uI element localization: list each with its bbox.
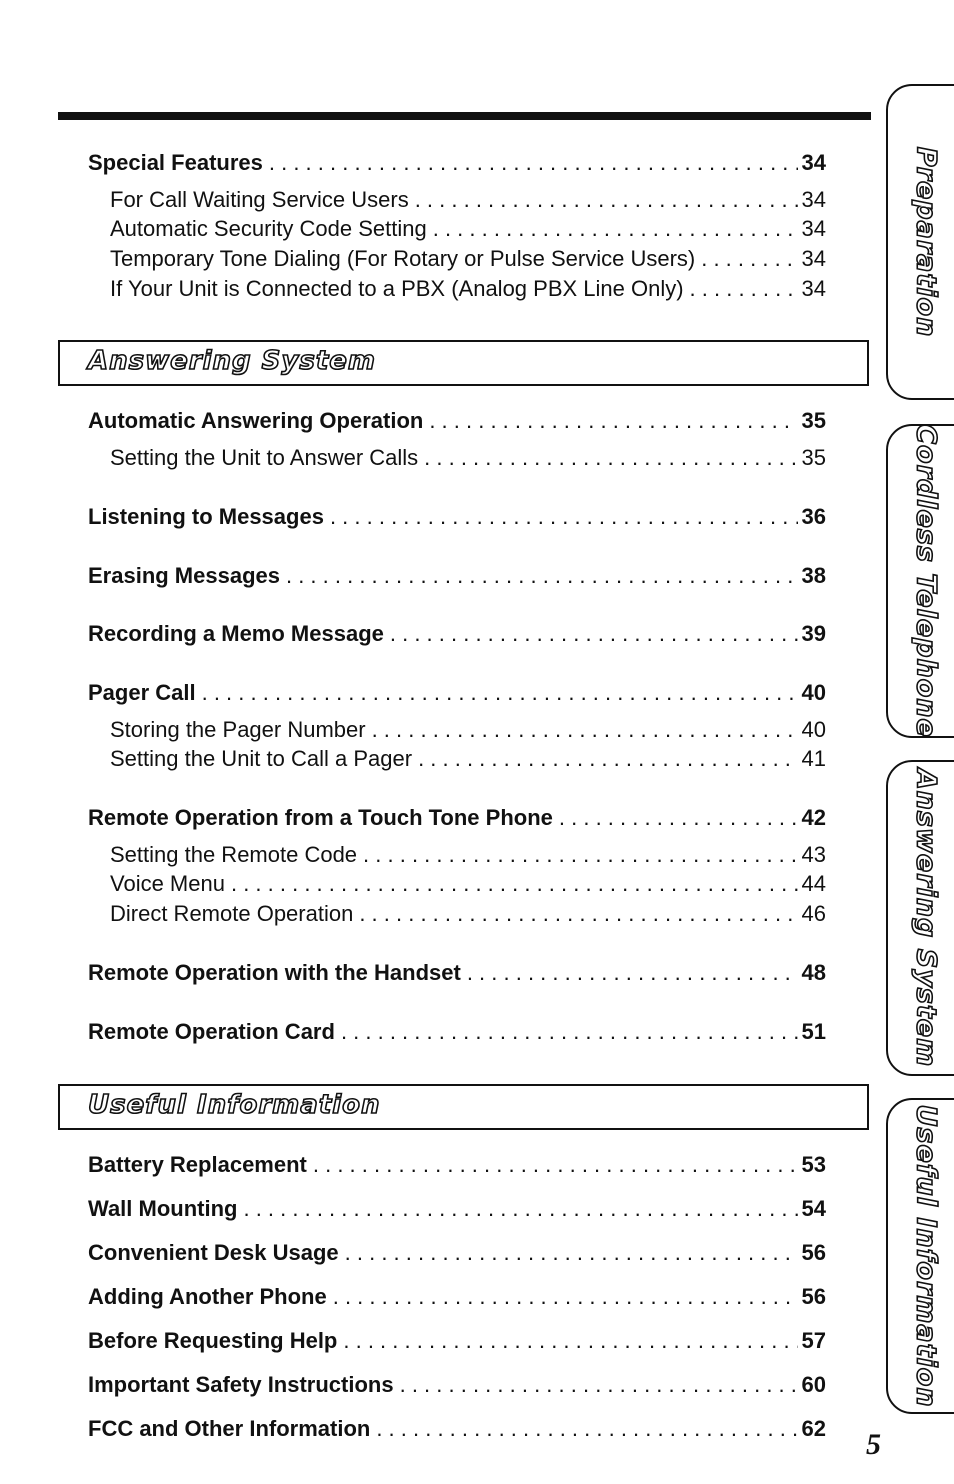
section-header-answering-system xyxy=(58,340,869,386)
toc-entry-page: 40 xyxy=(801,680,826,705)
dot-leader xyxy=(359,901,797,927)
dot-leader xyxy=(286,563,798,589)
toc-entry-title: Setting the Remote Code xyxy=(110,842,358,867)
toc-entry-page: 44 xyxy=(801,871,826,896)
toc-entry-title: Erasing Messages xyxy=(88,563,280,588)
toc-entry-page: 56 xyxy=(801,1284,826,1309)
side-tab-label: Useful Information xyxy=(910,1104,942,1408)
dot-leader xyxy=(433,216,798,242)
dot-leader xyxy=(243,1196,797,1222)
dot-leader xyxy=(390,621,798,647)
toc-entry-page: 54 xyxy=(801,1196,826,1221)
dot-leader xyxy=(343,1328,797,1354)
toc-entry-page: 35 xyxy=(801,445,826,470)
side-tab-useful-information[interactable] xyxy=(886,1098,954,1414)
toc-entry-call-pager[interactable] xyxy=(110,746,826,776)
toc-entry-page: 35 xyxy=(801,408,826,433)
dot-leader xyxy=(429,408,797,434)
toc-entry-title: Automatic Answering Operation xyxy=(88,408,424,433)
toc-entry-page: 48 xyxy=(801,960,826,985)
toc-entry-answer-calls[interactable] xyxy=(110,445,826,475)
toc-entry-title: Storing the Pager Number xyxy=(110,717,366,742)
toc-entry-remote-card[interactable] xyxy=(88,1019,826,1049)
dot-leader xyxy=(202,680,798,706)
dot-leader xyxy=(418,746,797,772)
dot-leader xyxy=(269,150,798,176)
toc-entry-call-waiting[interactable] xyxy=(110,187,826,217)
toc-entry-page: 42 xyxy=(801,805,826,830)
toc-entry-direct-remote[interactable] xyxy=(110,901,826,931)
toc-entry-safety[interactable] xyxy=(88,1372,826,1402)
toc-entry-another-phone[interactable] xyxy=(88,1284,826,1314)
side-tab-cordless-telephone[interactable] xyxy=(886,424,954,738)
toc-entry-title: Listening to Messages xyxy=(88,504,324,529)
section-header-useful-information xyxy=(58,1084,869,1130)
toc-entry-page: 34 xyxy=(801,216,826,241)
toc-entry-desk-usage[interactable] xyxy=(88,1240,826,1270)
dot-leader xyxy=(341,1019,798,1045)
toc-entry-title: Battery Replacement xyxy=(88,1152,307,1177)
dot-leader xyxy=(400,1372,798,1398)
dot-leader xyxy=(424,445,797,471)
toc-entry-security-code[interactable] xyxy=(110,216,826,246)
toc-entry-remote-touch-tone[interactable] xyxy=(88,805,826,835)
dot-leader xyxy=(559,805,798,831)
dot-leader xyxy=(372,717,798,743)
side-tab-label: Answering System xyxy=(910,768,942,1068)
toc-entry-page: 60 xyxy=(801,1372,826,1397)
toc-entry-page: 53 xyxy=(801,1152,826,1177)
toc-entry-title: Remote Operation with the Handset xyxy=(88,960,461,985)
toc-entry-title: Automatic Security Code Setting xyxy=(110,216,427,241)
toc-entry-title: Temporary Tone Dialing (For Rotary or Pulse Service Users) xyxy=(110,246,696,271)
side-tab-label: Preparation xyxy=(910,146,942,338)
toc-entry-page: 57 xyxy=(801,1328,826,1353)
toc-entry-automatic-answering[interactable] xyxy=(88,408,826,438)
toc-entry-page: 62 xyxy=(801,1416,826,1441)
dot-leader xyxy=(467,960,798,986)
toc-entry-page: 40 xyxy=(801,717,826,742)
toc-entry-title: Pager Call xyxy=(88,680,196,705)
toc-entry-requesting-help[interactable] xyxy=(88,1328,826,1358)
toc-entry-pager-call[interactable] xyxy=(88,680,826,710)
toc-entry-title: Setting the Unit to Answer Calls xyxy=(110,445,419,470)
toc-entry-voice-menu[interactable] xyxy=(110,871,826,901)
toc-entry-fcc[interactable] xyxy=(88,1416,826,1446)
toc-entry-title: Convenient Desk Usage xyxy=(88,1240,339,1265)
toc-entry-page: 34 xyxy=(801,187,826,212)
dot-leader xyxy=(415,187,798,213)
toc-entry-title: For Call Waiting Service Users xyxy=(110,187,409,212)
toc-entry-title: Setting the Unit to Call a Pager xyxy=(110,746,413,771)
toc-entry-erasing[interactable] xyxy=(88,563,826,593)
toc-entry-page: 41 xyxy=(801,746,826,771)
dot-leader xyxy=(690,276,798,302)
dot-leader xyxy=(363,842,797,868)
dot-leader xyxy=(313,1152,798,1178)
toc-entry-title: Recording a Memo Message xyxy=(88,621,384,646)
toc-entry-page: 56 xyxy=(801,1240,826,1265)
toc-entry-page: 34 xyxy=(801,276,826,301)
dot-leader xyxy=(701,246,797,272)
toc-entry-memo[interactable] xyxy=(88,621,826,651)
dot-leader xyxy=(345,1240,798,1266)
top-rule xyxy=(58,112,871,120)
dot-leader xyxy=(333,1284,798,1310)
toc-entry-title: FCC and Other Information xyxy=(88,1416,371,1441)
side-tab-preparation[interactable] xyxy=(886,84,954,400)
toc-entry-page: 46 xyxy=(801,901,826,926)
section-title: Useful Information xyxy=(88,1090,381,1120)
toc-entry-remote-handset[interactable] xyxy=(88,960,826,990)
toc-entry-page: 36 xyxy=(801,504,826,529)
toc-entry-page: 43 xyxy=(801,842,826,867)
toc-entry-title: Voice Menu xyxy=(110,871,225,896)
toc-entry-storing-pager[interactable] xyxy=(110,717,826,747)
toc-entry-special-features[interactable] xyxy=(88,150,826,180)
side-tab-answering-system[interactable] xyxy=(886,760,954,1076)
toc-entry-title: Special Features xyxy=(88,150,263,175)
toc-entry-title: Remote Operation Card xyxy=(88,1019,335,1044)
toc-entry-listening[interactable] xyxy=(88,504,826,534)
toc-entry-title: Adding Another Phone xyxy=(88,1284,327,1309)
toc-entry-title: Direct Remote Operation xyxy=(110,901,354,926)
toc-entry-battery[interactable] xyxy=(88,1152,826,1182)
toc-entry-page: 38 xyxy=(801,563,826,588)
toc-entry-tone-dialing[interactable] xyxy=(110,246,826,276)
toc-entry-remote-code[interactable] xyxy=(110,842,826,872)
toc-entry-page: 34 xyxy=(801,150,826,175)
side-tab-label: Cordless Telephone xyxy=(910,424,942,738)
toc-entry-page: 51 xyxy=(801,1019,826,1044)
toc-entry-title: Important Safety Instructions xyxy=(88,1372,394,1397)
toc-entry-title: If Your Unit is Connected to a PBX (Analog PBX Line Only) xyxy=(110,276,684,301)
page-number: 5 xyxy=(866,1428,881,1461)
toc-entry-title: Remote Operation from a Touch Tone Phone xyxy=(88,805,553,830)
dot-leader xyxy=(330,504,798,530)
toc-entry-title: Wall Mounting xyxy=(88,1196,238,1221)
dot-leader xyxy=(376,1416,797,1442)
dot-leader xyxy=(231,871,798,897)
section-title: Answering System xyxy=(88,346,376,376)
toc-entry-page: 34 xyxy=(801,246,826,271)
toc-entry-title: Before Requesting Help xyxy=(88,1328,338,1353)
toc-entry-wall-mounting[interactable] xyxy=(88,1196,826,1226)
toc-entry-page: 39 xyxy=(801,621,826,646)
toc-entry-pbx[interactable] xyxy=(110,276,826,306)
